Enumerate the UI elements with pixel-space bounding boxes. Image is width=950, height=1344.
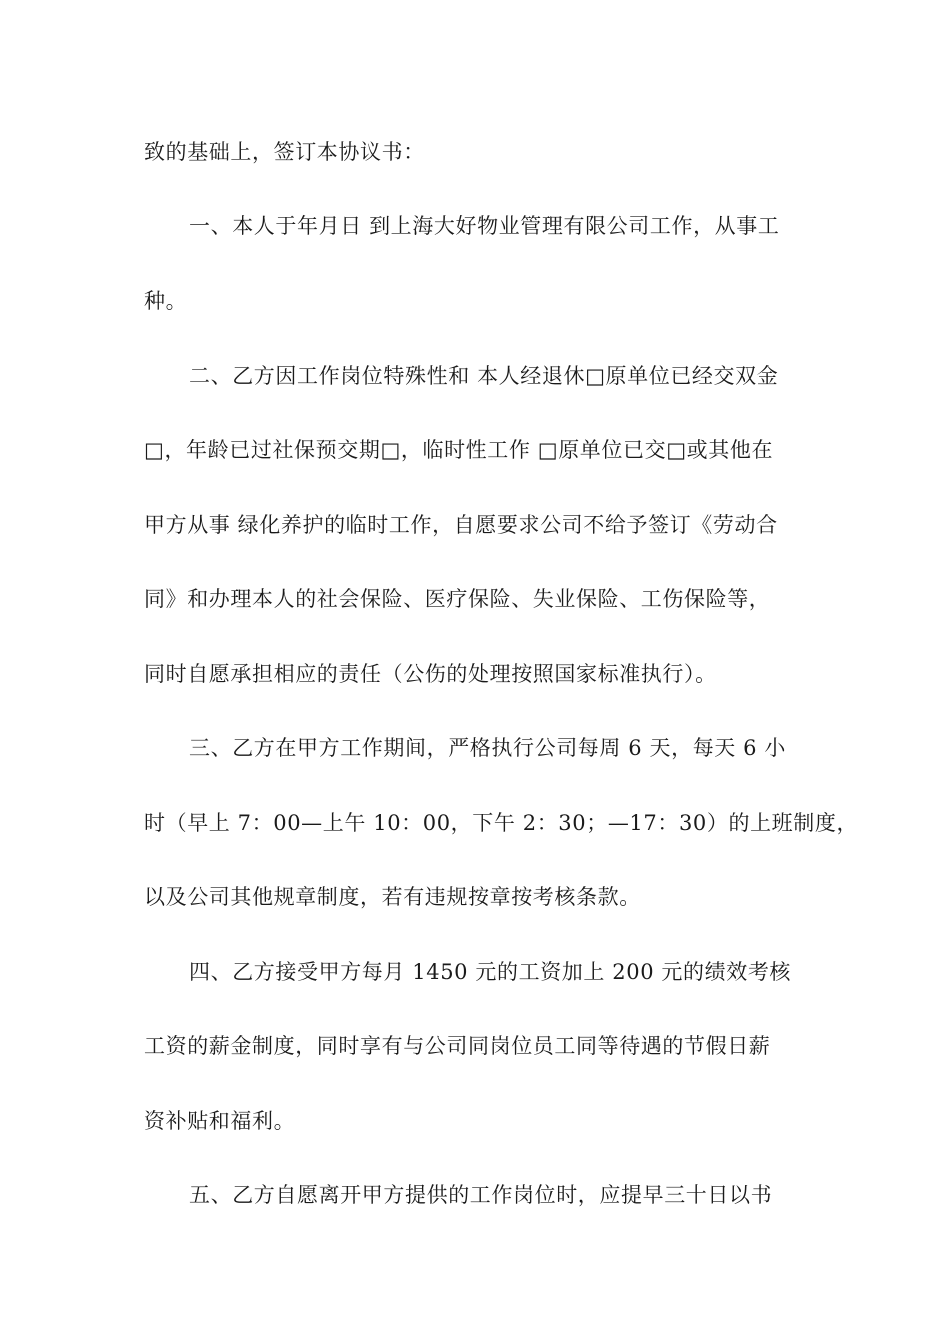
clause-4-line: 四、乙方接受甲方每月 1450 元的工资加上 200 元的绩效考核 [189,960,792,984]
text-line: □，年龄已过社保预交期□，临时性工作 □原单位已交□或其他在 [144,438,774,462]
text-line: 同》和办理本人的社会保险、医疗保险、失业保险、工伤保险等， [144,587,771,611]
text-line: 工资的薪金制度，同时享有与公司同岗位员工同等待遇的节假日薪 [144,1034,771,1058]
clause-3-line: 三、乙方在甲方工作期间，严格执行公司每周 6 天，每天 6 小 [189,736,787,760]
text-line: 种。 [144,289,188,313]
text-line: 以及公司其他规章制度，若有违规按章按考核条款。 [144,885,641,909]
text-line: 同时自愿承担相应的责任（公伤的处理按照国家标准执行）。 [144,662,717,686]
clause-5-line: 五、乙方自愿离开甲方提供的工作岗位时，应提早三十日以书 [189,1183,773,1207]
clause-2-line: 二、乙方因工作岗位特殊性和 本人经退休□原单位已经交双金 [189,364,779,388]
text-line: 甲方从事 绿化养护的临时工作，自愿要求公司不给予签订《劳动合 [144,513,778,537]
text-line: 致的基础上，签订本协议书： [144,140,425,164]
clause-1-line: 一、本人于年月日 到上海大好物业管理有限公司工作，从事工 [189,214,780,238]
text-line: 时（早上 7：00—上午 10：00，下午 2：30；—17：30）的上班制度， [144,811,859,835]
text-line: 资补贴和福利。 [144,1109,296,1133]
